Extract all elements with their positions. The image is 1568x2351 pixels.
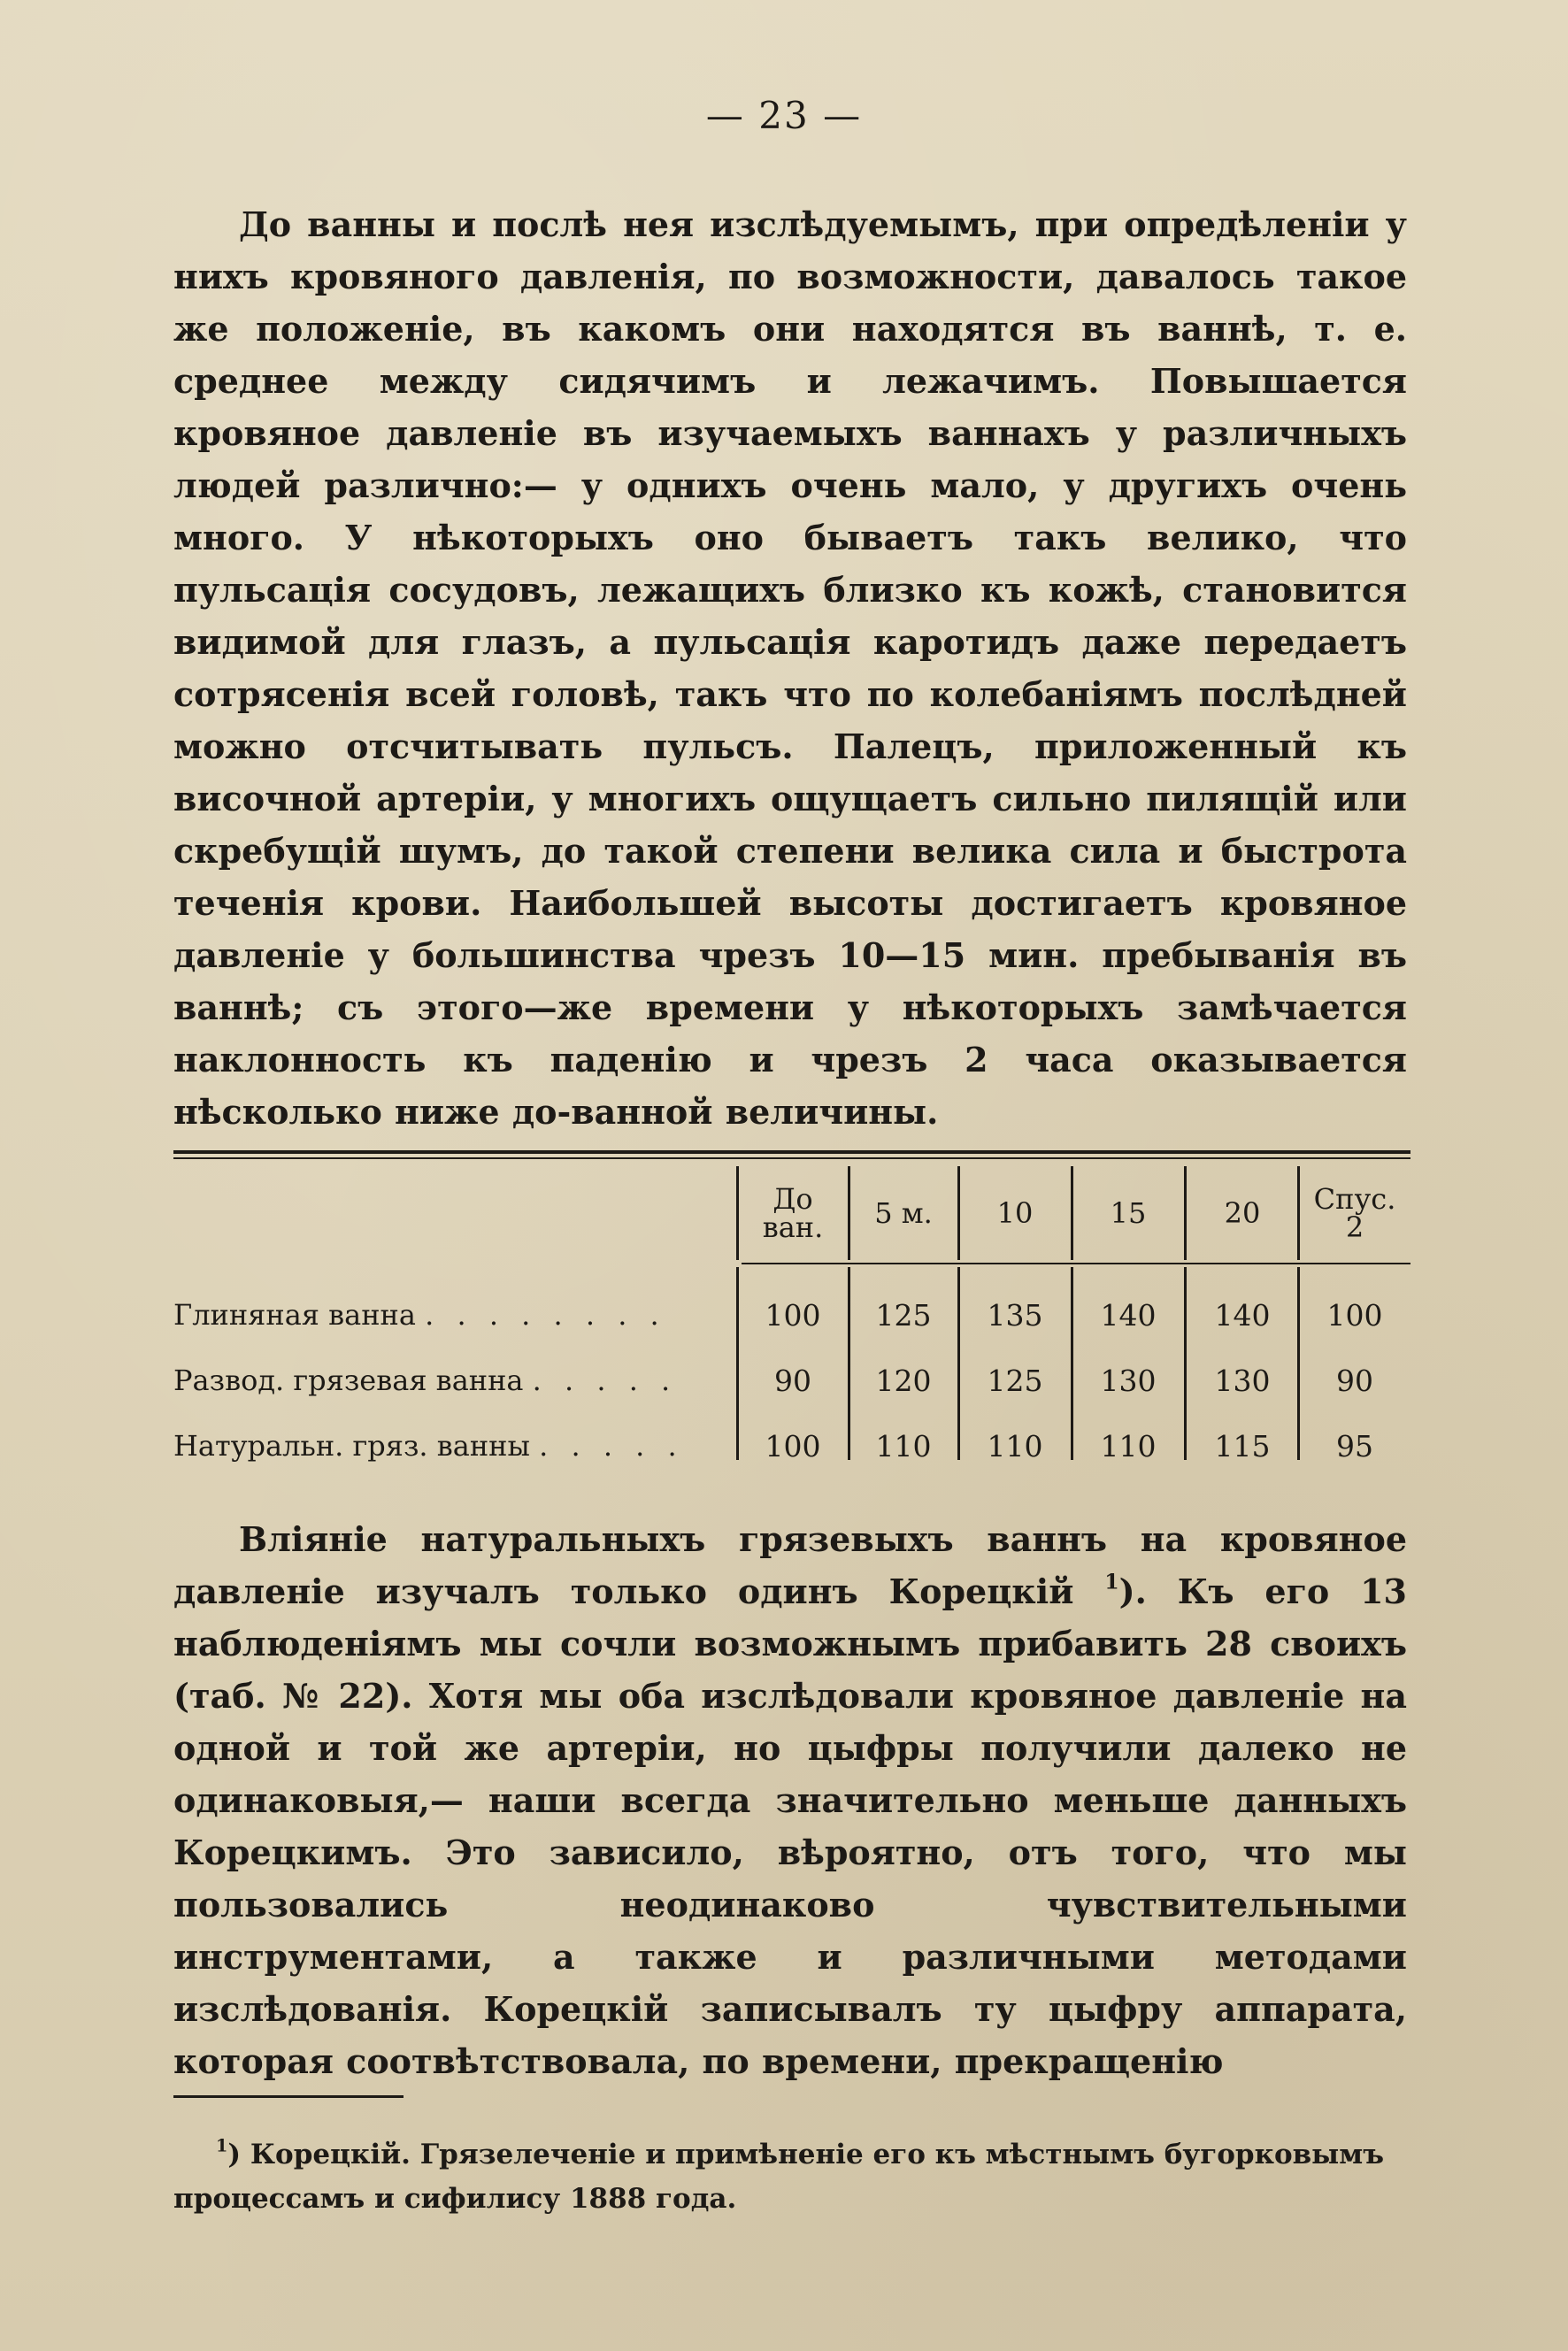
table-cell: 110 — [987, 1429, 1043, 1464]
table-col-divider — [1184, 1267, 1187, 1460]
table-top-rule — [173, 1150, 1410, 1154]
table-col-divider — [1184, 1166, 1187, 1260]
col-header-10: 10 — [996, 1196, 1034, 1230]
table-cell: 120 — [875, 1364, 932, 1398]
table-cell: 125 — [875, 1298, 932, 1333]
footnote: $^1$) Корецкій. Грязелеченіе и примѣненіе его къ мѣстнымъ бугорковымъ процессамъ и сифилису 1888 года. — [173, 2135, 1384, 2215]
table-cell: 125 — [987, 1364, 1043, 1398]
table-col-divider — [1071, 1267, 1073, 1460]
paragraph-1: До ванны и послѣ нея изслѣдуемымъ, при опредѣленіи у нихъ кровяного давленія, по возможности, давалось такое же положеніе, въ какомъ они находятся въ ваннѣ, т. е. среднее между сидячимъ и лежачимъ. Повышается кровяное давленіе въ изучаемыхъ ваннахъ у различныхъ людей различно:— у однихъ очень мало, у другихъ очень много. У нѣкоторыхъ оно бываетъ такъ велико, что пульсація сосудовъ, лежащихъ близко къ кожѣ, становится видимой для глазъ, а пульсація каротидъ даже передаетъ сотрясенія всей головѣ, такъ что по колебаніямъ послѣдней можно отсчитывать пульсъ. Палецъ, приложенный къ височной артеріи, у многихъ ощущаетъ сильно пилящій или скребущій шумъ, до такой степени велика сила и быстрота теченія крови. Наибольшей высоты достигаетъ кровяное давленіе у большинства чрезъ 10—15 мин. пребыванія въ ваннѣ; съ этого—же времени у нѣкоторыхъ замѣчается наклонность къ паденію и чрезъ 2 часа оказывается нѣсколько ниже до-ванной величины. — [173, 204, 1407, 1132]
table-cell: 140 — [1100, 1298, 1157, 1333]
table-row-label: Развод. грязевая ванна . . . . . — [173, 1364, 678, 1397]
table-col-divider — [1071, 1166, 1073, 1260]
table-row-label: Натуральн. гряз. ванны . . . . . — [173, 1429, 684, 1463]
table-cell: 100 — [765, 1429, 821, 1464]
col-header-15: 15 — [1110, 1196, 1147, 1230]
paragraph-2: Вліяніе натуральныхъ грязевыхъ ваннъ на кровяное давленіе изучалъ только одинъ Корецкій $^1$). Къ его 13 наблюденіямъ мы сочли возможнымъ прибавить 28 своихъ (таб. № 22). Хотя мы оба изслѣдовали кровяное давленіе на одной и той же артеріи, но цыфры получили далеко не одинаковыя,— наши всегда значительно меньше данныхъ Корецкимъ. Это зависило, вѣроятно, отъ того, что мы пользовались неодинаково чувствительными инструментами, а также и различными методами изслѣдованія. Корецкій записывалъ ту цыфру аппарата, которая соотвѣтствовала, по времени, прекращенію — [173, 1519, 1407, 2081]
table-cell: 130 — [1214, 1364, 1271, 1398]
table-header-rule — [742, 1263, 1410, 1264]
table-cell: 100 — [765, 1298, 821, 1333]
table-cell: 90 — [1336, 1364, 1373, 1398]
table-top-rule-thin — [173, 1157, 1410, 1159]
table-col-divider — [848, 1166, 850, 1260]
table-cell: 115 — [1214, 1429, 1271, 1464]
table-cell: 110 — [875, 1429, 932, 1464]
table-cell: 110 — [1100, 1429, 1157, 1464]
col-header-after-2h: Спус. 2 — [1313, 1182, 1396, 1244]
table-col-divider — [1297, 1166, 1300, 1260]
table-cell: 100 — [1326, 1298, 1383, 1333]
footnote-rule — [173, 2095, 404, 2098]
col-header-before: До ван. — [762, 1182, 824, 1244]
table-col-divider — [848, 1267, 850, 1460]
page-number: — 23 — — [705, 94, 863, 137]
footnote-marker: 1 — [1104, 1569, 1119, 1594]
table-col-divider — [1297, 1267, 1300, 1460]
table-col-divider — [736, 1267, 739, 1460]
table-row-label: Глиняная ванна . . . . . . . . — [173, 1298, 666, 1332]
table-cell: 130 — [1100, 1364, 1157, 1398]
col-header-20: 20 — [1224, 1196, 1261, 1230]
table-cell: 95 — [1336, 1429, 1373, 1464]
table-cell: 140 — [1214, 1298, 1271, 1333]
table-col-divider — [957, 1166, 960, 1260]
col-header-5min: 5 м. — [874, 1196, 933, 1230]
table-col-divider — [957, 1267, 960, 1460]
table-col-divider — [736, 1166, 739, 1260]
table-cell: 135 — [987, 1298, 1043, 1333]
table-cell: 90 — [774, 1364, 811, 1398]
